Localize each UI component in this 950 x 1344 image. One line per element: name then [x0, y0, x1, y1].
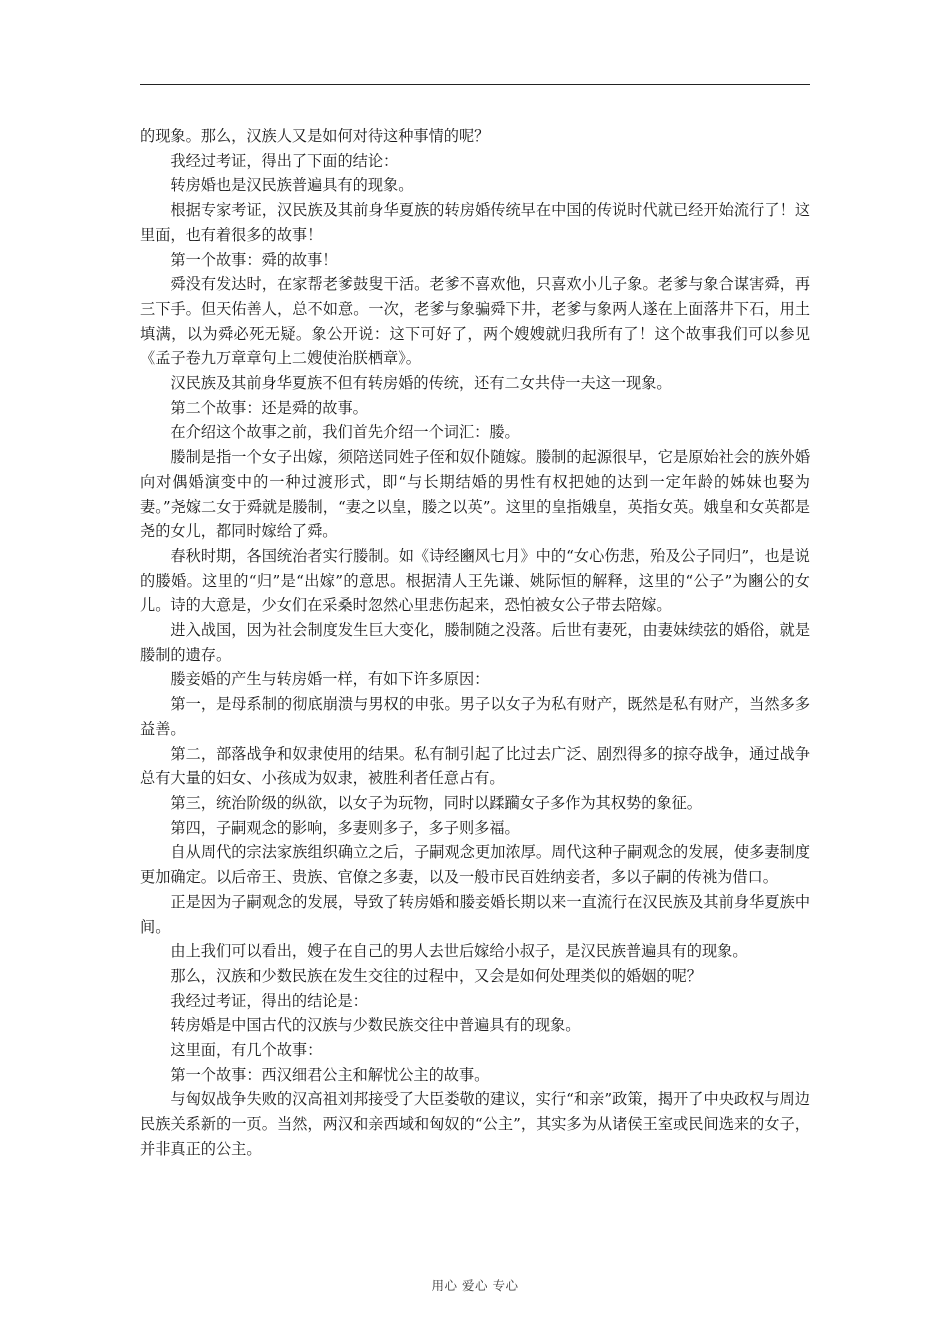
paragraph: 根据专家考证，汉民族及其前身华夏族的转房婚传统早在中国的传说时代就已经开始流行了！这里面，也有着很多的故事！	[140, 201, 810, 244]
paragraph: 正是因为子嗣观念的发展，导致了转房婚和媵妾婚长期以来一直流行在汉民族及其前身华夏族中间。	[140, 892, 810, 936]
paragraph: 这里面，有几个故事：	[170, 1041, 323, 1060]
paragraph: 媵妾婚的产生与转房婚一样，有如下许多原因：	[170, 670, 490, 689]
paragraph: 的现象。那么，汉族人又是如何对待这种事情的呢？	[140, 127, 490, 145]
paragraph: 媵制是指一个女子出嫁，须陪送同姓子侄和奴仆随嫁。媵制的起源很早，它是原始社会的族外婚向对偶婚演变中的一种过渡形式，即“与长期结婚的男性有权把她的达到一定年龄的姊妹也娶为妻。”尧嫁二女于舜就是媵制，“妻之以皇，媵之以英”。这里的皇指娥皇，英指女英。娥皇和女英都是尧的女儿，都同时嫁给了舜。	[140, 448, 810, 541]
paragraph: 进入战国，因为社会制度发生巨大变化，媵制随之没落。后世有妻死，由妻妹续弦的婚俗，就是媵制的遗存。	[140, 621, 810, 664]
paragraph: 我经过考证，得出的结论是：	[170, 991, 368, 1010]
paragraph: 转房婚也是汉民族普遍具有的现象。	[170, 176, 414, 195]
paragraph: 第二，部落战争和奴隶使用的结果。私有制引起了比过去广泛、剧烈得多的掠夺战争，通过战争总有大量的妇女、小孩成为奴隶，被胜利者任意占有。	[140, 744, 810, 788]
document-body	[140, 124, 810, 1162]
paragraph: 在介绍这个故事之前，我们首先介绍一个词汇：媵。	[170, 423, 520, 442]
paragraph: 自从周代的宗法家族组织确立之后，子嗣观念更加浓厚。周代这种子嗣观念的发展，使多妻制度更加确定。以后帝王、贵族、官僚之多妻，以及一般市民百姓纳妾者，多以子嗣的传祧为借口。	[140, 843, 810, 887]
paragraph: 第一个故事：舜的故事！	[170, 250, 338, 269]
paragraph: 舜没有发达时，在家帮老爹鼓叟干活。老爹不喜欢他，只喜欢小儿子象。老爹与象合谋害舜，再三下手。但天佑善人，总不如意。一次，老爹与象骗舜下井，老爹与象两人遂在上面落井下石，用土填满，以为舜必死无疑。象公开说：这下可好了，两个嫂嫂就归我所有了！这个故事我们可以参见《孟子卷九万章章句上二嫂使治朕栖章》。	[140, 275, 810, 368]
paragraph: 春秋时期，各国统治者实行媵制。如《诗经豳风七月》中的“女心伤悲，殆及公子同归”，也是说的媵婚。这里的“归”是“出嫁”的意思。根据清人王先谦、姚际恒的解释，这里的“公子”为豳公的女儿。诗的大意是，少女们在采桑时忽然心里悲伤起来，恐怕被女公子带去陪嫁。	[140, 546, 810, 615]
header-rule	[140, 84, 810, 85]
paragraph: 由上我们可以看出，嫂子在自己的男人去世后嫁给小叔子，是汉民族普遍具有的现象。	[170, 942, 748, 961]
paragraph: 汉民族及其前身华夏族不但有转房婚的传统，还有二女共侍一夫这一现象。	[170, 374, 672, 393]
paragraph: 与匈奴战争失败的汉高祖刘邦接受了大臣娄敬的建议，实行“和亲”政策，揭开了中央政权与周边民族关系新的一页。当然，两汉和亲西域和匈奴的“公主”，其实多为从诸侯王室或民间选来的女子，并非真正的公主。	[140, 1090, 810, 1158]
paragraph: 我经过考证，得出了下面的结论：	[170, 151, 399, 170]
paragraph: 第二个故事：还是舜的故事。	[170, 398, 368, 417]
paragraph: 第三，统治阶级的纵欲，以女子为玩物，同时以蹂躏女子多作为其权势的象征。	[170, 793, 702, 812]
paragraph: 转房婚是中国古代的汉族与少数民族交往中普遍具有的现象。	[170, 1016, 581, 1035]
paragraph: 第四，子嗣观念的影响，多妻则多子，多子则多福。	[170, 818, 520, 837]
paragraph: 那么，汉族和少数民族在发生交往的过程中，又会是如何处理类似的婚姻的呢？	[170, 966, 702, 985]
page-footer: 用心 爱心 专心	[431, 1278, 519, 1293]
paragraph: 第一，是母系制的彻底崩溃与男权的申张。男子以女子为私有财产，既然是私有财产，当然多多益善。	[140, 695, 810, 738]
paragraph: 第一个故事：西汉细君公主和解忧公主的故事。	[170, 1065, 490, 1084]
